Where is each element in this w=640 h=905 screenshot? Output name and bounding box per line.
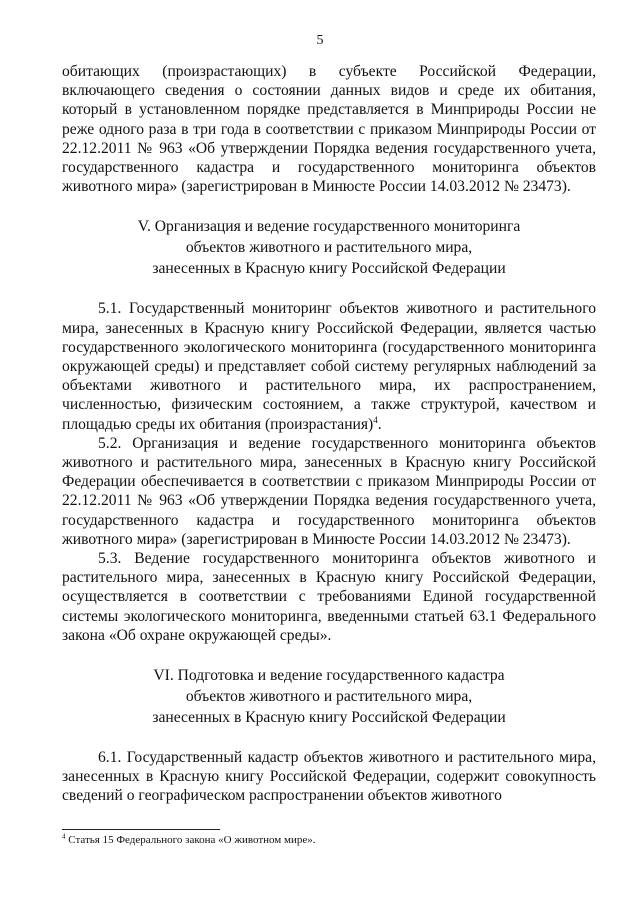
section-v-heading [62,216,596,279]
paragraph-5-2: 5.2. Организация и ведение государственного мониторинга объектов животного и растительного мира, занесенных в Красную книгу Российской Федерации обеспечивается в соответствии с приказом Минприроды России от 22.12.2011 № 963 «Об утверждении Порядка ведения государственного учета, государственного кадастра и государственного мониторинга объектов животного мира» (зарегистрирован в Минюсте России 14.03.2012 № 23473). [62,434,596,548]
section-vi-heading-line: занесенных в Красную книгу Российской Федерации [152,709,506,727]
footnote-text: Статья 15 Федерального закона «О животном мире». [65,834,316,846]
section-vi-heading [62,665,596,728]
footnote-separator [62,829,220,830]
spacer [62,645,596,665]
spacer [62,728,596,748]
footnote-reference: 4 [373,414,378,425]
paragraph-5-1-text: 5.1. Государственный мониторинг объектов животного и растительного мира, занесенных в Красную книгу Российской Федерации, является частью государственного экологического мониторинга (государственного мониторинга окружающей среды) и представляет собой систему регулярных наблюдений за объектами животного и растительного мира, их распространением, численностью, физическим состоянием, а также структурой, качеством и площадью среды их обитания (произрастания) [62,300,596,433]
spacer [62,279,596,299]
section-vi-heading-line: VI. Подготовка и ведение государственного кадастра [153,667,505,685]
paragraph-6-1: 6.1. Государственный кадастр объектов животного и растительного мира, занесенных в Красную книгу Российской Федерации, содержит совокупность сведений о географическом распространении объектов животного [62,749,596,805]
paragraph-5-3: 5.3. Ведение государственного мониторинга объектов животного и растительного мира, занесенных в Красную книгу Российской Федерации, осуществляется в соответствии с требованиями Единой государственной системы экологического мониторинга, введенными статьей 63.1 Федерального закона «Об охране окружающей среды». [62,550,596,644]
section-v-heading-line: занесенных в Красную книгу Российской Федерации [152,260,506,278]
footnote [62,834,596,847]
page-number: 5 [316,33,324,48]
spacer [62,196,596,216]
paragraph-continuation: обитающих (произрастающих) в субъекте Российской Федерации, включающего сведения о состоянии данных видов и среде их обитания, который в установленном порядке представляется в Минприроды России не реже одного раза в три года в соответствии с приказом Минприроды России от 22.12.2011 № 963 «Об утверждении Порядка ведения государственного учета, государственного кадастра и государственного мониторинга объектов животного мира» (зарегистрирован в Минюсте России 14.03.2012 № 23473). [62,63,596,196]
paragraph-5-1 [62,299,596,433]
document-body [62,62,596,806]
section-v-heading-line: объектов животного и растительного мира, [185,239,473,257]
footnote-mark: 4 [62,832,66,841]
section-v-heading-line: V. Организация и ведение государственного мониторинга [137,218,521,236]
section-vi-heading-line: объектов животного и растительного мира, [185,688,473,706]
paragraph-5-1-end: . [377,415,382,433]
